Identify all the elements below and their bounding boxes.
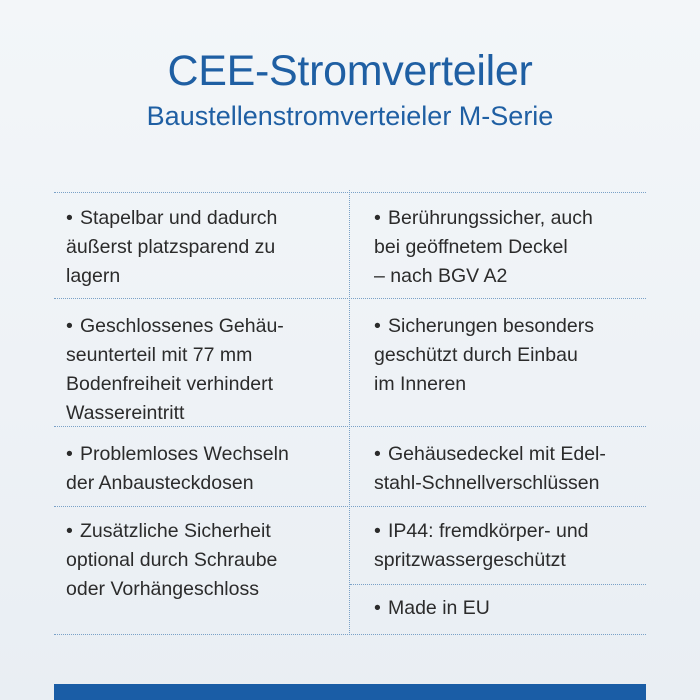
page-title: CEE-Stromverteiler	[167, 47, 533, 95]
feature-item	[368, 440, 668, 498]
footer-bar	[54, 684, 646, 700]
feature-text: Gehäusedeckel mit Edel-	[388, 443, 606, 465]
divider-line	[350, 584, 646, 585]
bullet-icon: •	[374, 597, 381, 619]
feature-item	[368, 312, 663, 399]
divider-line	[54, 192, 646, 193]
feature-text: Berührungssicher, auch	[388, 207, 593, 229]
feature-text: der Anbausteckdosen	[66, 472, 254, 494]
bullet-icon: •	[374, 443, 381, 465]
feature-item	[60, 312, 365, 428]
bullet-icon: •	[66, 443, 73, 465]
bullet-icon: •	[374, 315, 381, 337]
feature-item	[368, 594, 663, 623]
feature-item	[60, 204, 355, 291]
feature-text: Bodenfreiheit verhindert	[66, 373, 274, 395]
feature-item	[368, 517, 663, 575]
feature-text: Problemloses Wechseln	[80, 443, 289, 465]
feature-text: äußerst platzsparend zu	[66, 236, 276, 258]
feature-item	[60, 440, 365, 498]
bullet-icon: •	[66, 315, 73, 337]
page-subtitle: Baustellenstromverteieler M-Serie	[146, 101, 554, 131]
feature-text: Sicherungen besonders	[388, 315, 594, 337]
feature-text: optional durch Schraube	[66, 549, 278, 571]
feature-text: spritzwassergeschützt	[374, 549, 566, 571]
feature-text: – nach BGV A2	[374, 265, 508, 287]
feature-text: IP44: fremdkörper- und	[388, 520, 589, 542]
feature-text: bei geöffnetem Deckel	[374, 236, 568, 258]
feature-text: Made in EU	[388, 597, 490, 619]
feature-item	[368, 204, 663, 291]
feature-text: oder Vorhängeschloss	[66, 578, 259, 600]
feature-text: geschützt durch Einbau	[374, 344, 578, 366]
feature-item	[60, 517, 365, 604]
divider-line	[54, 634, 646, 635]
bullet-icon: •	[66, 520, 73, 542]
bullet-icon: •	[66, 207, 73, 229]
feature-text: im Inneren	[374, 373, 467, 395]
feature-text: Wassereintritt	[66, 402, 185, 424]
feature-text: Geschlossenes Gehäu-	[80, 315, 284, 337]
feature-text: seunterteil mit 77 mm	[66, 344, 253, 366]
bullet-icon: •	[374, 520, 381, 542]
feature-text: Zusätzliche Sicherheit	[80, 520, 271, 542]
divider-line	[54, 506, 646, 507]
divider-line	[54, 298, 646, 299]
feature-table	[54, 190, 646, 635]
feature-text: lagern	[66, 265, 121, 287]
feature-text: stahl-Schnellverschlüssen	[374, 472, 600, 494]
feature-text: Stapelbar und dadurch	[80, 207, 278, 229]
bullet-icon: •	[374, 207, 381, 229]
